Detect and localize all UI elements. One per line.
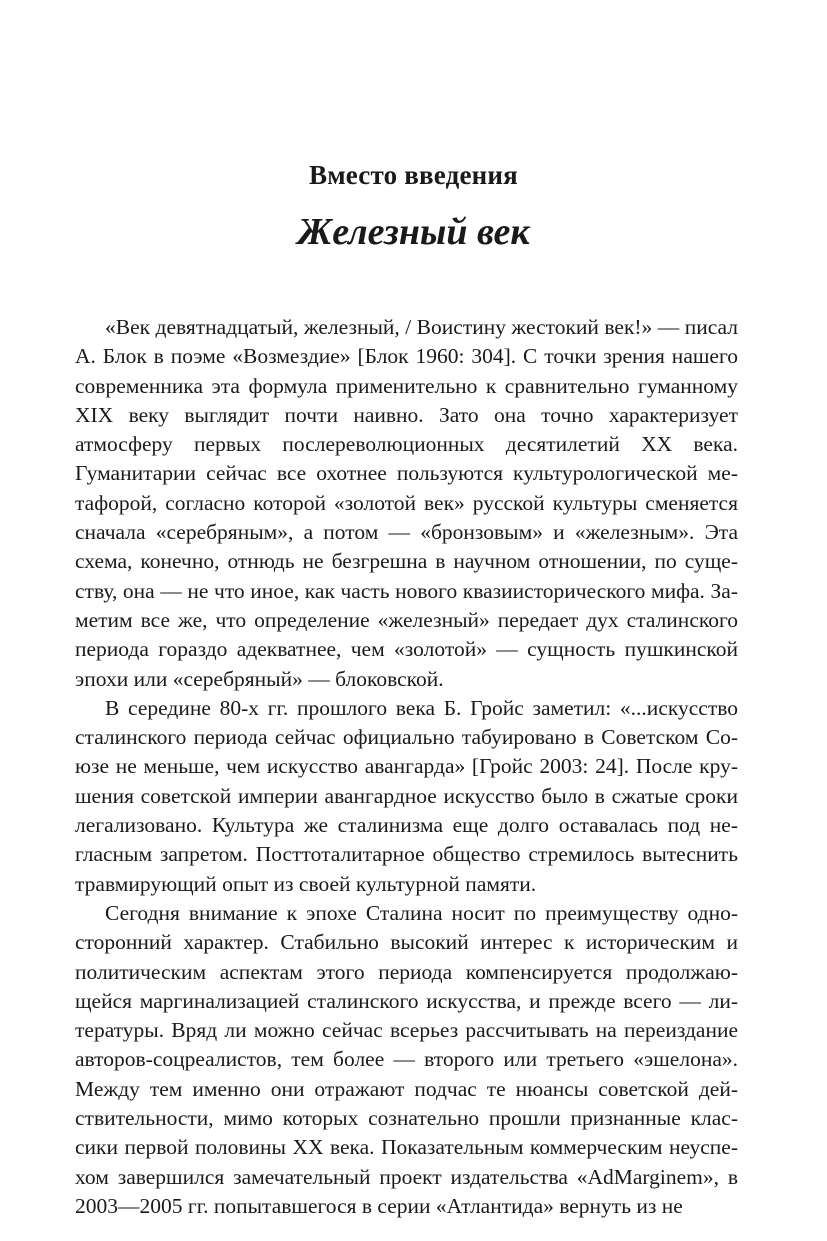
paragraph-2: В середине 80-х гг. прошлого века Б. Гройс заметил: «...искусство сталинского периода сейчас официально табуировано в Советском Союзе не меньше, чем искусство авангарда» [Гройс 2003: 24]. После крушения советской империи авангардное искусство было в сжатые сроки легализовано. Культура же сталинизма еще долго оставалась под негласным запретом. Посттоталитарное общество стремилось вытеснить травмирующий опыт из своей культурной памяти.	[75, 695, 738, 896]
body-text	[75, 313, 738, 1221]
section-label: Вместо введения	[308, 160, 518, 190]
chapter-title: Железный век	[297, 211, 530, 253]
paragraph-1: «Век девятнадцатый, железный, / Воистину жестокий век!» — писал А. Блок в поэме «Возмездие» [Блок 1960: 304]. С точки зрения нашего современника эта формула применительно к сравнительно гуманному XIX веку выглядит почти наивно. Зато она точно характеризует атмосферу первых послереволюционных десятилетий XX века. Гуманитарии сейчас все охотнее пользуются культурологической метафорой, согласно которой «золотой век» русской культуры сменяется сначала «серебряным», а потом — «бронзовым» и «железным». Эта схема, конечно, отнюдь не безгрешна в научном отношении, по существу, она — не что иное, как часть нового квазиисторического мифа. Заметим все же, что определение «железный» передает дух сталинского периода гораздо адекватнее, чем «золотой» — сущность пушкинской эпохи или «серебряный» — блоковской.	[75, 315, 738, 691]
paragraph-3: Сегодня внимание к эпохе Сталина носит по преимуществу односторонний характер. Стабильно высокий интерес к историческим и политическим аспектам этого периода компенсируется продолжающейся маргинализацией сталинского искусства, и прежде всего — литературы. Вряд ли можно сейчас всерьез рассчитывать на переиздание авторов-соцреалистов, тем более — второго или третьего «эшелона». Между тем именно они отражают подчас те нюансы советской действительности, мимо которых сознательно прошли признанные классики первой половины XX века. Показательным коммерческим неуспехом завершился замечательный проект издательства «AdMarginem», в 2003—2005 гг. попытавшегося в серии «Атлантида» вернуть из не	[75, 900, 738, 1218]
